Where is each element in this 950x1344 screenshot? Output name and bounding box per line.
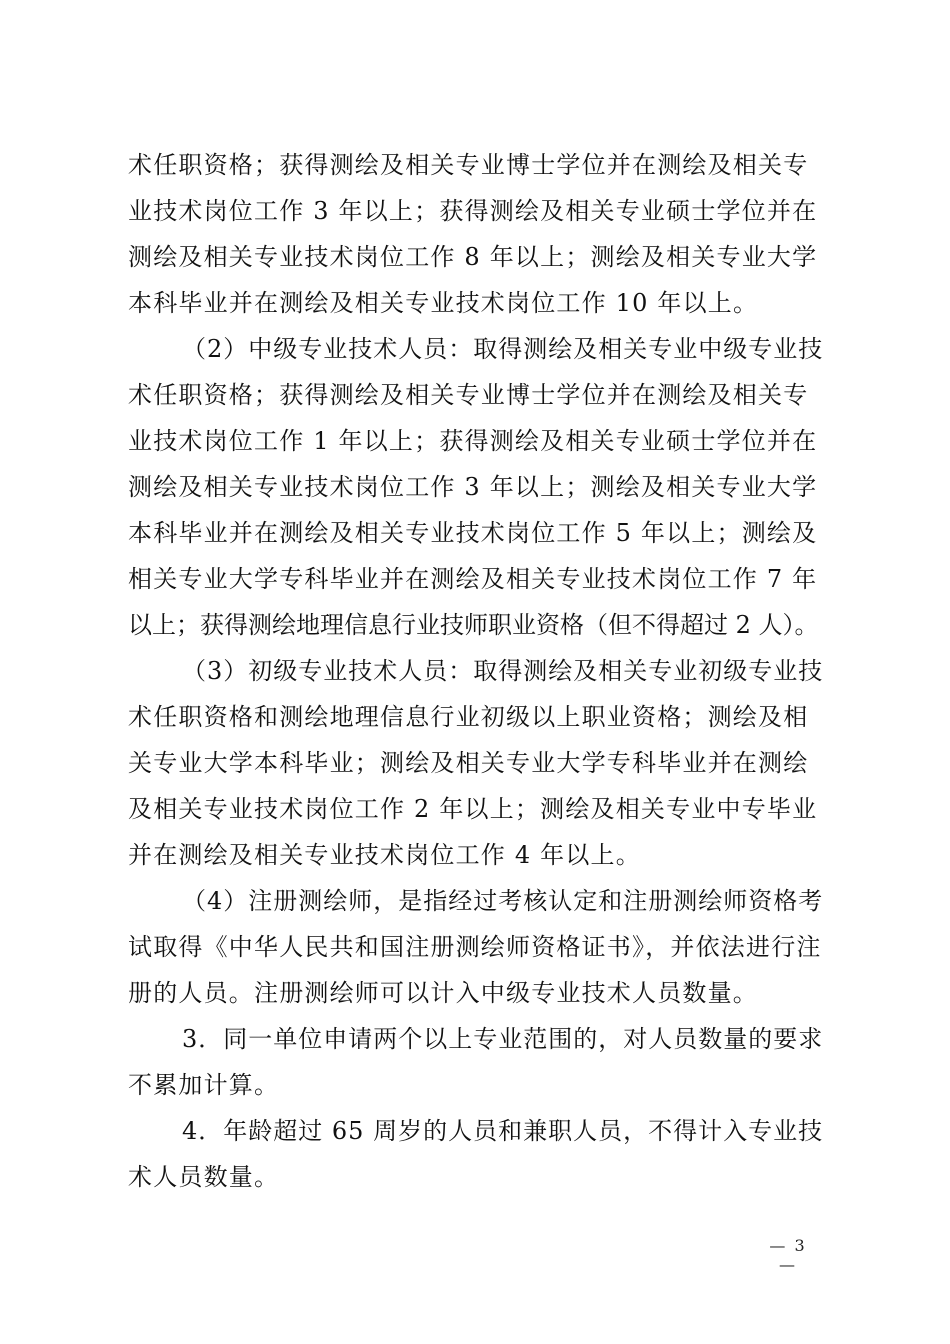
text-line: 业技术岗位工作 3 年以上；获得测绘及相关专业硕士学位并在 — [128, 197, 818, 225]
text-line: 术人员数量。 — [128, 1163, 280, 1191]
text-line: 不累加计算。 — [128, 1071, 280, 1099]
text-line: 测绘及相关专业技术岗位工作 8 年以上；测绘及相关专业大学 — [128, 243, 818, 271]
text-line: 并在测绘及相关专业技术岗位工作 4 年以上。 — [128, 841, 641, 869]
text-line: 相关专业大学专科毕业并在测绘及相关专业技术岗位工作 7 年 — [128, 565, 818, 593]
text-line: 术任职资格；获得测绘及相关专业博士学位并在测绘及相关专 — [128, 151, 809, 179]
text-line: 业技术岗位工作 1 年以上；获得测绘及相关专业硕士学位并在 — [128, 427, 818, 455]
text-line: （4）注册测绘师，是指经过考核认定和注册测绘师资格考 — [182, 887, 824, 915]
text-line: 关专业大学本科毕业；测绘及相关专业大学专科毕业并在测绘 — [128, 749, 809, 777]
text-line: 试取得《中华人民共和国注册测绘师资格证书》，并依法进行注 — [128, 933, 822, 961]
text-line: 4．年龄超过 65 周岁的人员和兼职人员，不得计入专业技 — [182, 1117, 824, 1145]
text-line: （2）中级专业技术人员：取得测绘及相关专业中级专业技 — [182, 335, 824, 363]
page-number: — 3 — — [769, 1236, 807, 1274]
text-line: 本科毕业并在测绘及相关专业技术岗位工作 5 年以上；测绘及 — [128, 519, 818, 547]
text-line: 本科毕业并在测绘及相关专业技术岗位工作 10 年以上。 — [128, 289, 759, 317]
text-line: 3．同一单位申请两个以上专业范围的，对人员数量的要求 — [182, 1025, 824, 1053]
text-line: 测绘及相关专业技术岗位工作 3 年以上；测绘及相关专业大学 — [128, 473, 818, 501]
text-line: 册的人员。注册测绘师可以计入中级专业技术人员数量。 — [128, 979, 758, 1007]
document-body — [128, 142, 824, 1200]
text-line: 以上；获得测绘地理信息行业技师职业资格（但不得超过 2 人）。 — [128, 611, 819, 639]
text-line: （3）初级专业技术人员：取得测绘及相关专业初级专业技 — [182, 657, 824, 685]
text-line: 术任职资格和测绘地理信息行业初级以上职业资格；测绘及相 — [128, 703, 809, 731]
text-line: 术任职资格；获得测绘及相关专业博士学位并在测绘及相关专 — [128, 381, 809, 409]
text-line: 及相关专业技术岗位工作 2 年以上；测绘及相关专业中专毕业 — [128, 795, 818, 823]
